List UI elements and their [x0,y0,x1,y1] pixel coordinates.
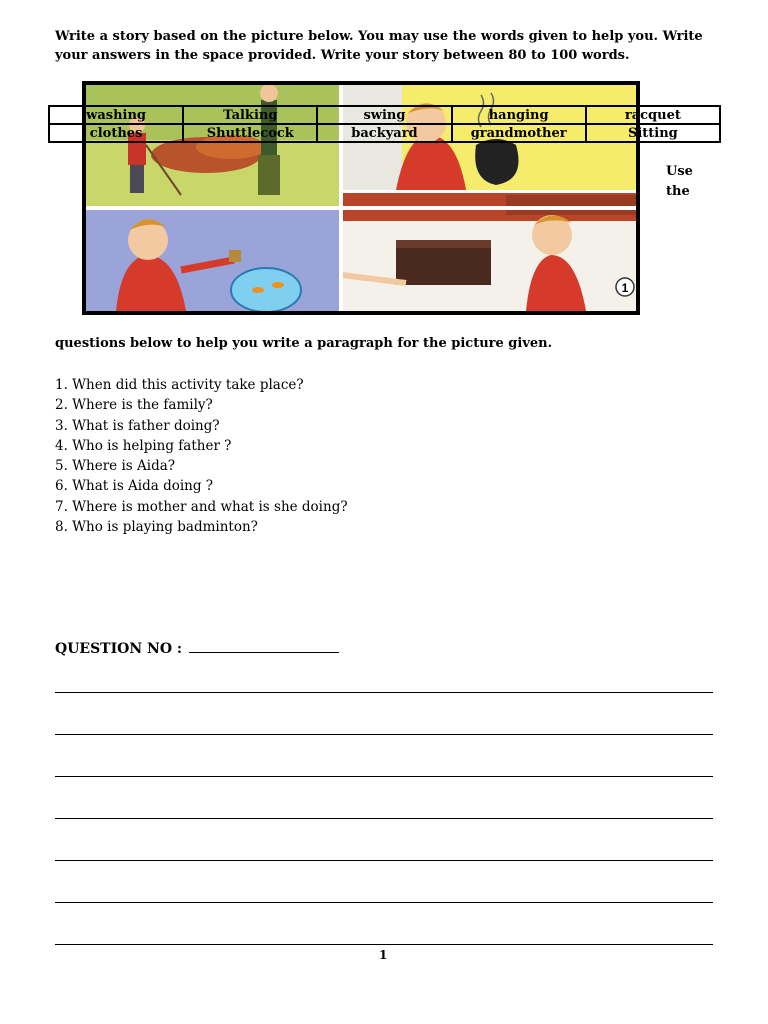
question-item: 3. What is father doing? [55,417,220,434]
answer-line[interactable] [55,692,713,693]
word-cell: swing [317,106,451,124]
answer-line[interactable] [55,818,713,819]
question-item: 1. When did this activity take place? [55,377,304,393]
word-bank-table [48,105,721,143]
answer-line[interactable] [55,734,713,735]
question-item: 5. Where is Aida? [55,458,175,475]
use-word: Use [666,164,693,179]
question-item: 6. What is Aida doing ? [55,478,214,495]
answer-line[interactable] [55,944,713,945]
answer-line[interactable] [55,860,713,861]
use-the-text [666,162,693,202]
word-cell: grandmother [452,124,586,142]
word-bank-row [49,124,720,142]
question-list [55,375,348,537]
question-number-label: QUESTION NO : [55,641,183,657]
answer-line[interactable] [55,902,713,903]
picture-number: 1 [621,281,629,295]
question-item: 2. Where is the family? [55,397,213,414]
word-cell: hanging [452,106,586,124]
panel-raking-leaves [86,85,340,207]
instructions-text: Write a story based on the picture below. You may use the words given to help you. Write your answers in the space provided. Write your story between 80 to 100 words. [55,29,703,63]
word-cell: clothes [49,124,183,142]
questions-header: questions below to help you write a paragraph for the picture given. [55,336,553,351]
word-cell: backyard [317,124,451,142]
question-item: 7. Where is mother and what is she doing? [55,498,348,515]
word-bank-row [49,106,720,124]
question-number-blank[interactable] [189,638,339,653]
the-word: the [666,184,690,199]
page-number: 1 [379,948,388,962]
question-item: 8. Who is playing badminton? [55,519,258,536]
word-cell: washing [49,106,183,124]
word-cell: Shuttlecock [183,124,317,142]
word-cell: racquet [586,106,720,124]
question-item: 4. Who is helping father ? [55,437,232,454]
panel-fish-bowl [86,210,340,311]
panel-kitchen-cake [342,193,636,311]
answer-line[interactable] [55,776,713,777]
word-cell: Sitting [586,124,720,142]
word-cell: Talking [183,106,317,124]
question-number-field [55,638,339,657]
